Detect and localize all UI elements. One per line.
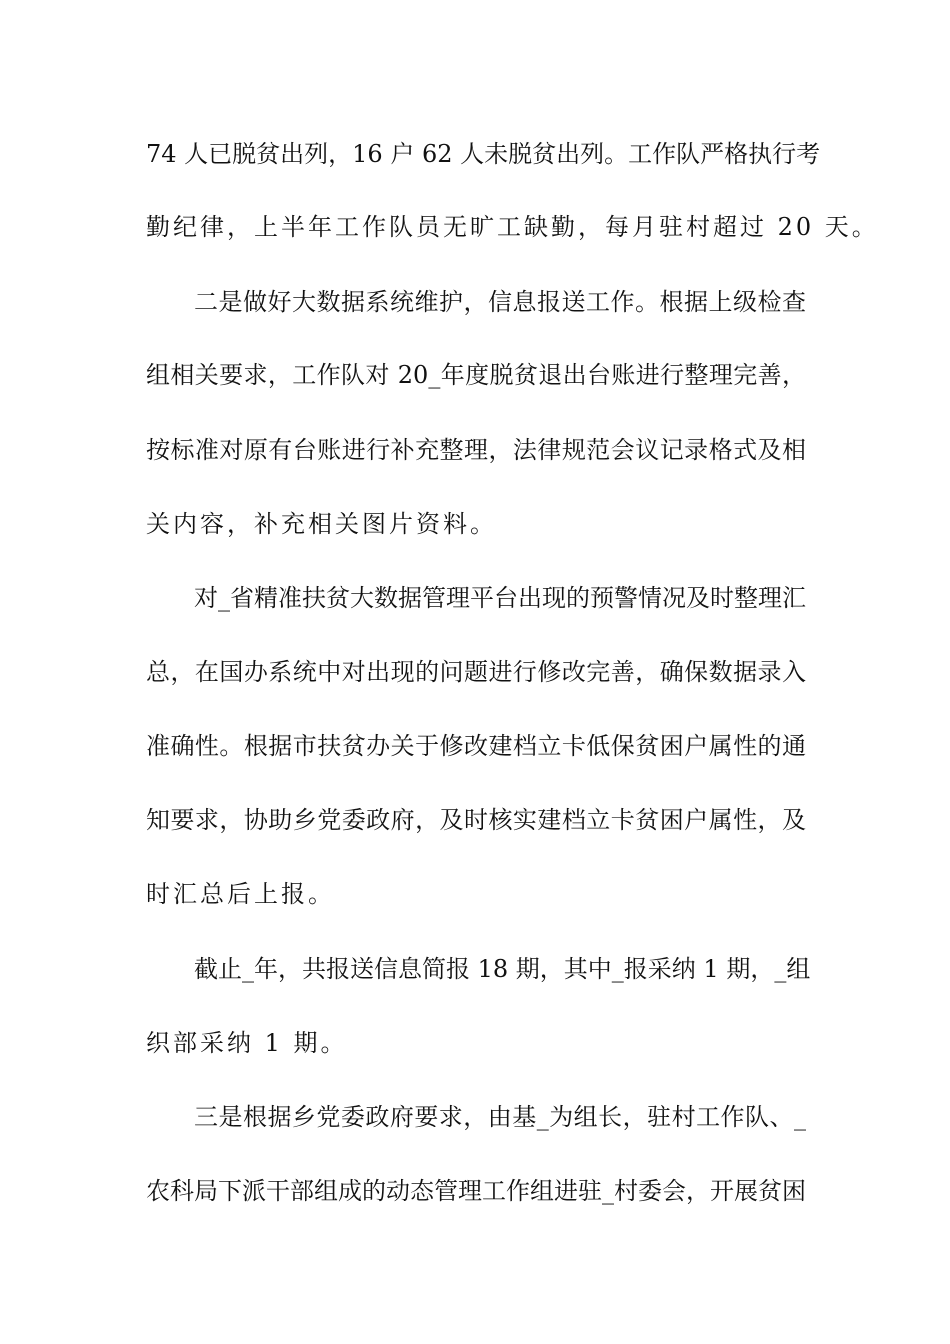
text-line: 总，在国办系统中对出现的问题进行修改完善，确保数据录入 [146,658,806,686]
text-line: 时汇总后上报。 [146,880,335,908]
text-line: 组相关要求，工作队对 20_年度脱贫退出台账进行整理完善， [146,361,806,389]
text-line: 截止_年，共报送信息简报 18 期，其中_报采纳 1 期，_组 [194,955,811,983]
text-line: 二是做好大数据系统维护，信息报送工作。根据上级检查 [194,288,806,316]
text-line: 对_省精准扶贫大数据管理平台出现的预警情况及时整理汇 [194,584,806,612]
text-line: 关内容，补充相关图片资料。 [146,510,497,538]
text-line: 农科局下派干部组成的动态管理工作组进驻_村委会，开展贫困 [146,1177,806,1205]
text-line: 知要求，协助乡党委政府，及时核实建档立卡贫困户属性，及 [146,806,806,834]
text-line: 三是根据乡党委政府要求，由基_为组长，驻村工作队、_ [194,1103,806,1131]
text-line: 按标准对原有台账进行补充整理，法律规范会议记录格式及相 [146,436,806,464]
text-line: 74 人已脱贫出列，16 户 62 人未脱贫出列。工作队严格执行考 [146,140,821,168]
text-line: 准确性。根据市扶贫办关于修改建档立卡低保贫困户属性的通 [146,732,806,760]
text-line: 织部采纳 1 期。 [146,1029,348,1057]
text-line: 勤纪律，上半年工作队员无旷工缺勤，每月驻村超过 20 天。 [146,213,879,241]
